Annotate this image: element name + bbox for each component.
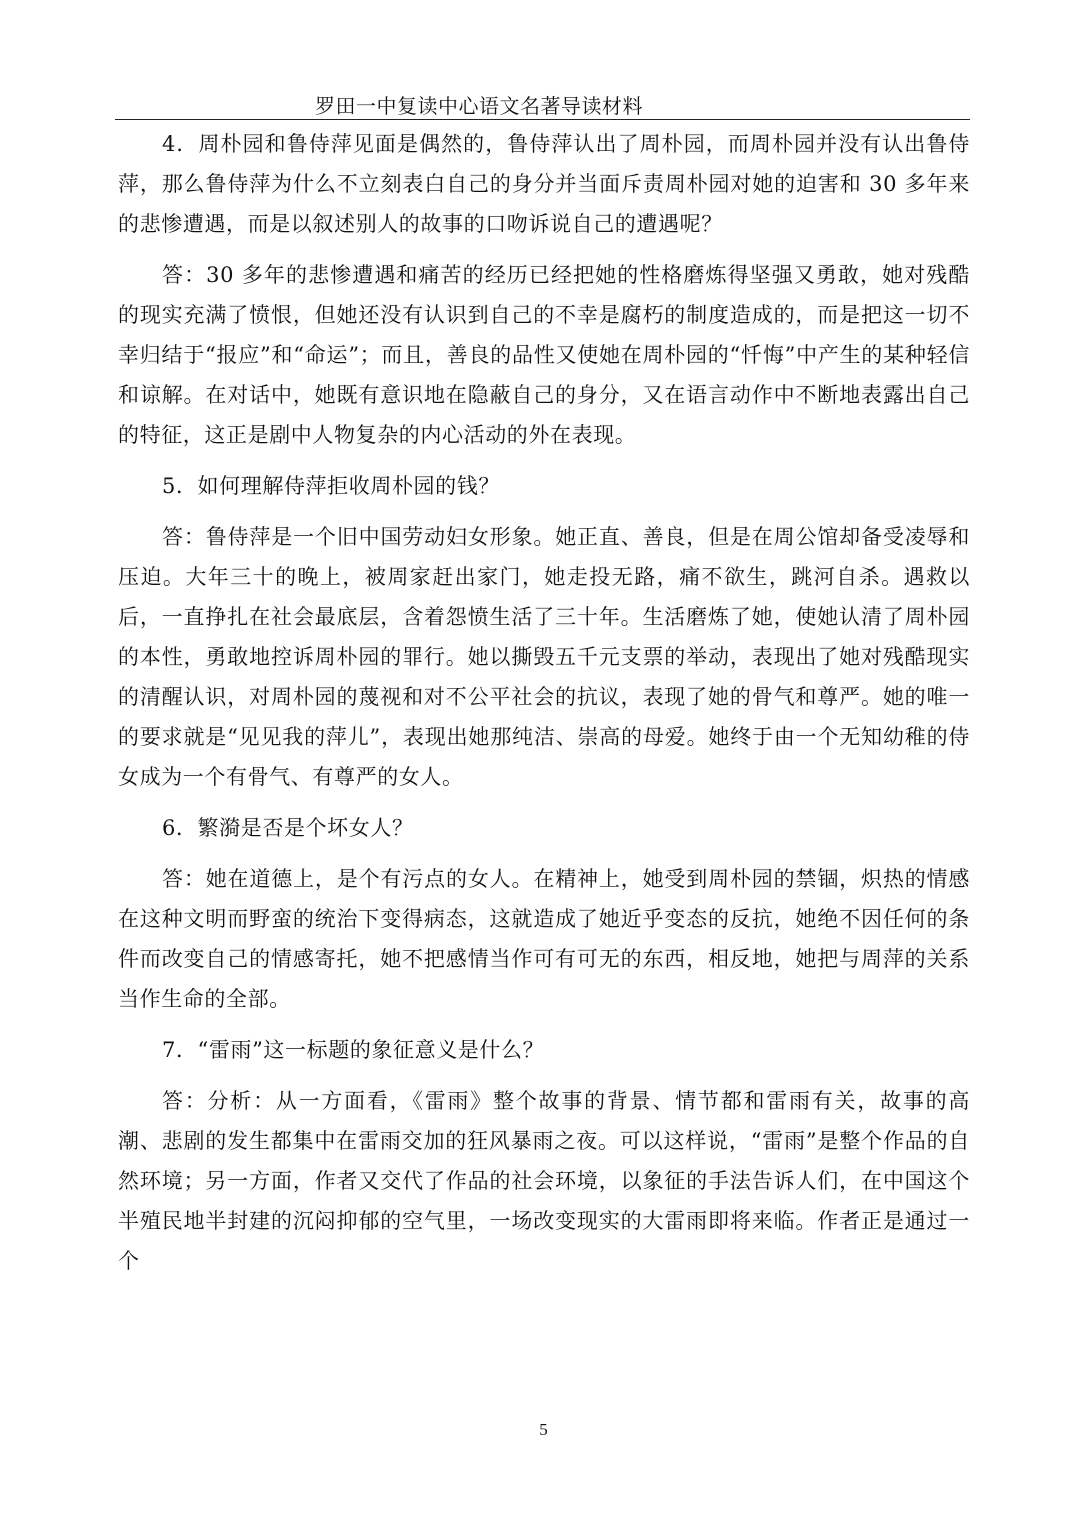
page-number: 5	[539, 1420, 548, 1439]
question-6: 6．繁漪是否是个坏女人？	[162, 816, 414, 840]
document-body	[118, 124, 970, 1292]
page-header	[115, 86, 970, 120]
question-5: 5．如何理解侍萍拒收周朴园的钱？	[162, 474, 500, 498]
answer-7: 答：分析：从一方面看，《雷雨》整个故事的背景、情节都和雷雨有关，故事的高潮、悲剧的发生都集中在雷雨交加的狂风暴雨之夜。可以这样说，“雷雨”是整个作品的自然环境；另一方面，作者又交代了作品的社会环境，以象征的手法告诉人们，在中国这个半殖民地半封建的沉闷抑郁的空气里，一场改变现实的大雷雨即将来临。作者正是通过一个	[118, 1089, 970, 1273]
answer-4: 答：30 多年的悲惨遭遇和痛苦的经历已经把她的性格磨炼得坚强又勇敢，她对残酷的现实充满了愤恨，但她还没有认识到自己的不幸是腐朽的制度造成的，而是把这一切不幸归结于“报应”和“命运”；而且，善良的品性又使她在周朴园的“忏悔”中产生的某种轻信和谅解。在对话中，她既有意识地在隐蔽自己的身分，又在语言动作中不断地表露出自己的特征，这正是剧中人物复杂的内心活动的外在表现。	[118, 263, 970, 447]
header-title: 罗田一中复读中心语文名著导读材料	[315, 94, 643, 118]
answer-6: 答：她在道德上，是个有污点的女人。在精神上，她受到周朴园的禁锢，炽热的情感在这种文明而野蛮的统治下变得病态，这就造成了她近乎变态的反抗，她绝不因任何的条件而改变自己的情感寄托，她不把感情当作可有可无的东西，相反地，她把与周萍的关系当作生命的全部。	[118, 867, 970, 1011]
question-7: 7．“雷雨”这一标题的象征意义是什么？	[162, 1038, 545, 1062]
question-4: 4．周朴园和鲁侍萍见面是偶然的，鲁侍萍认出了周朴园，而周朴园并没有认出鲁侍萍，那么鲁侍萍为什么不立刻表白自己的身分并当面斥责周朴园对她的迫害和 30 多年来的悲惨遭遇，而是以叙述别人的故事的口吻诉说自己的遭遇呢？	[118, 132, 970, 236]
answer-5: 答：鲁侍萍是一个旧中国劳动妇女形象。她正直、善良，但是在周公馆却备受凌辱和压迫。大年三十的晚上，被周家赶出家门，她走投无路，痛不欲生，跳河自杀。遇救以后，一直挣扎在社会最底层，含着怨愤生活了三十年。生活磨炼了她，使她认清了周朴园的本性，勇敢地控诉周朴园的罪行。她以撕毁五千元支票的举动，表现出了她对残酷现实的清醒认识，对周朴园的蔑视和对不公平社会的抗议，表现了她的骨气和尊严。她的唯一的要求就是“见见我的萍儿”，表现出她那纯洁、崇高的母爱。她终于由一个无知幼稚的侍女成为一个有骨气、有尊严的女人。	[118, 525, 970, 789]
